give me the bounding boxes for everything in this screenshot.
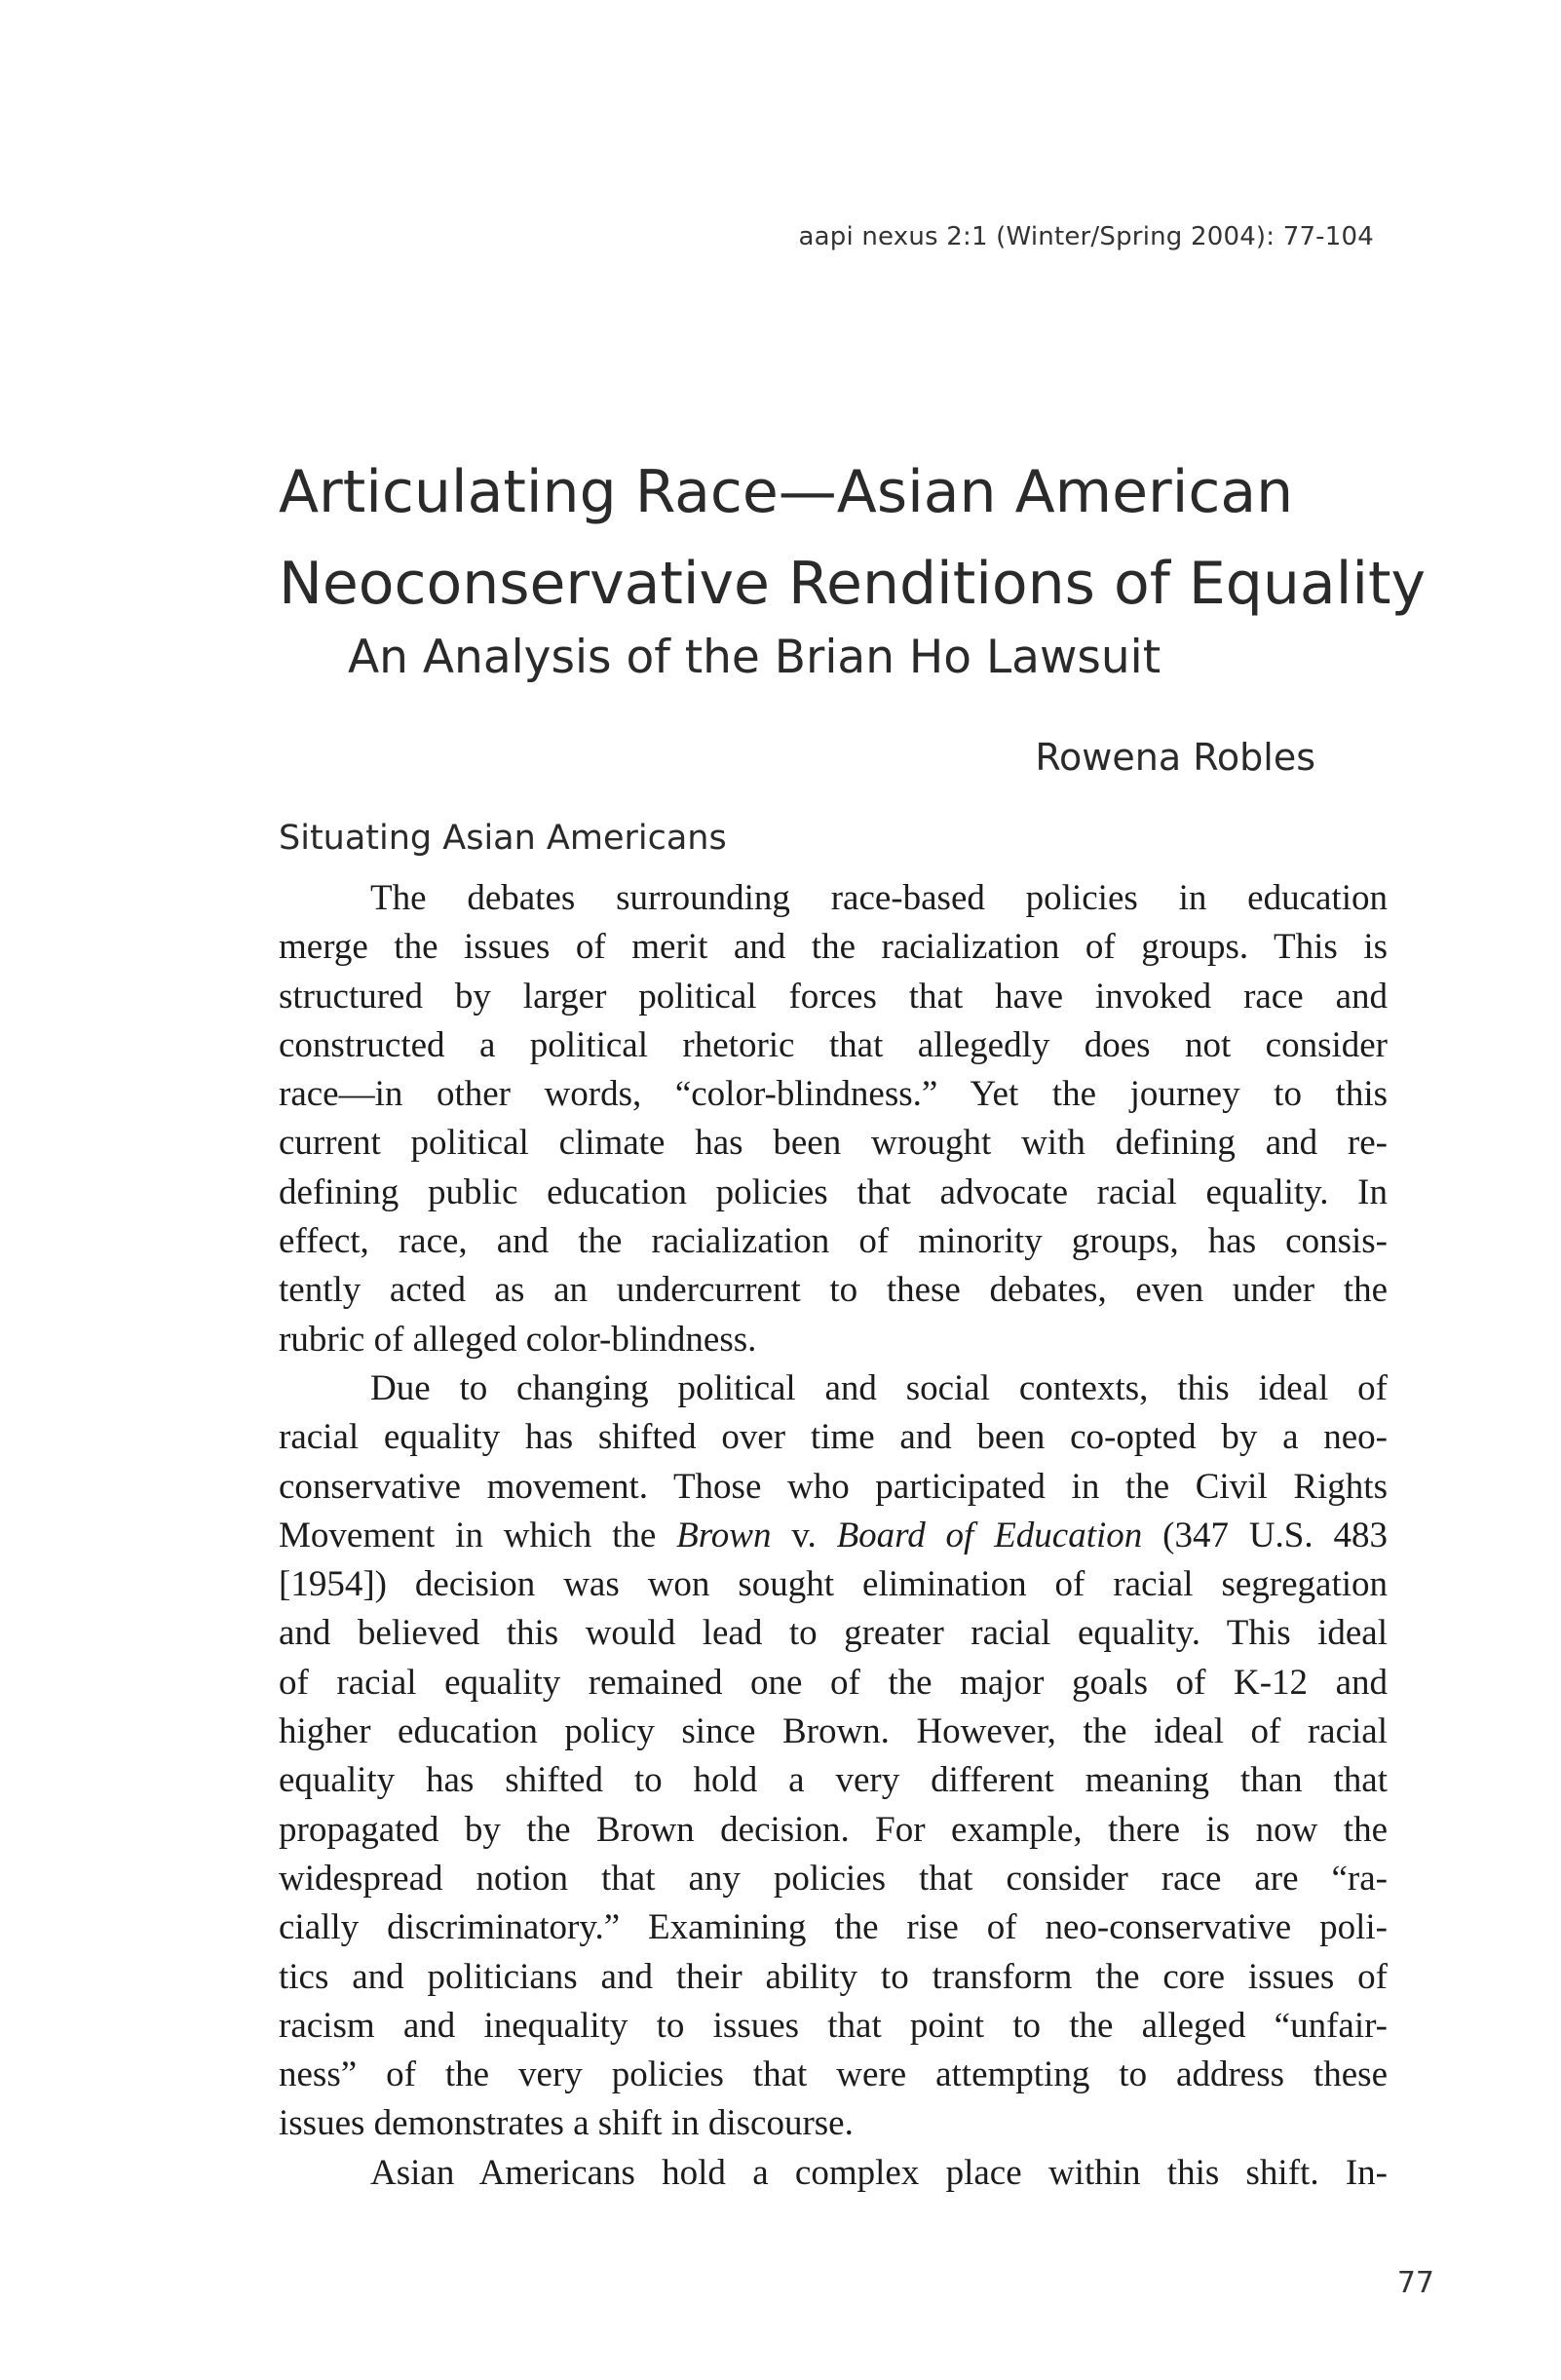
page-number: 77 bbox=[1396, 2266, 1434, 2300]
text-line: issues demonstrates a shift in discourse. bbox=[279, 2103, 854, 2144]
text-line: Due to changing political and social contexts, this ideal of bbox=[370, 1367, 1388, 1408]
text-line: propagated by the Brown decision. For example, there is now the bbox=[279, 1809, 1388, 1850]
text-line: merge the issues of merit and the racialization of groups. This is bbox=[279, 927, 1388, 968]
title-line: Neoconservative Renditions of Equality bbox=[279, 550, 1427, 618]
text-line: racial equality has shifted over time and been co-opted by a neo- bbox=[279, 1417, 1388, 1458]
text-line: of racial equality remained one of the major goals of K-12 and bbox=[279, 1662, 1388, 1703]
case-name-italic: Brown bbox=[676, 1515, 772, 1555]
body-text bbox=[279, 874, 1388, 2198]
text-line: race—in other words, “color-blindness.” Yet the journey to this bbox=[279, 1074, 1388, 1115]
text-line: constructed a political rhetoric that allegedly does not consider bbox=[279, 1024, 1388, 1065]
text-line: [1954]) decision was won sought elimination of racial segregation bbox=[279, 1564, 1388, 1605]
text-line: higher education policy since Brown. However, the ideal of racial bbox=[279, 1711, 1388, 1752]
text-line: tently acted as an undercurrent to these debates, even under the bbox=[279, 1270, 1388, 1311]
text-line: widespread notion that any policies that consider race are “ra- bbox=[279, 1858, 1388, 1899]
text-line: rubric of alleged color-blindness. bbox=[279, 1319, 757, 1360]
text-line: Movement in which the Brown v. Board of Education (347 U.S. 483 bbox=[279, 1515, 1388, 1555]
text-line: and believed this would lead to greater racial equality. This ideal bbox=[279, 1613, 1388, 1654]
text-line: equality has shifted to hold a very different meaning than that bbox=[279, 1760, 1388, 1801]
author-name: Rowena Robles bbox=[1035, 736, 1315, 779]
text-line: tics and politicians and their ability to transform the core issues of bbox=[279, 1956, 1388, 1997]
case-name-italic: Board of Education bbox=[836, 1515, 1143, 1555]
text-line: racism and inequality to issues that point to the alleged “unfair- bbox=[279, 2005, 1388, 2046]
text-line: The debates surrounding race-based policies in education bbox=[370, 878, 1388, 918]
paragraph bbox=[279, 2149, 1388, 2198]
text-line: current political climate has been wrought with defining and re- bbox=[279, 1123, 1388, 1164]
text-line: cially discriminatory.” Examining the rise of neo-conservative poli- bbox=[279, 1907, 1388, 1948]
text-line: conservative movement. Those who participated in the Civil Rights bbox=[279, 1466, 1388, 1507]
article-subtitle: An Analysis of the Brian Ho Lawsuit bbox=[348, 631, 1161, 684]
section-heading: Situating Asian Americans bbox=[279, 819, 727, 858]
article-title bbox=[279, 446, 1426, 630]
title-line: Articulating Race—Asian American bbox=[279, 458, 1294, 526]
text-line: ness” of the very policies that were attempting to address these bbox=[279, 2054, 1388, 2095]
paragraph bbox=[279, 874, 1388, 1364]
text-line: structured by larger political forces that have invoked race and bbox=[279, 976, 1388, 1017]
paragraph bbox=[279, 1364, 1388, 2149]
running-head: aapi nexus 2:1 (Winter/Spring 2004): 77-104 bbox=[798, 222, 1374, 251]
text-line: defining public education policies that advocate racial equality. In bbox=[279, 1171, 1388, 1212]
text-line: Asian Americans hold a complex place within this shift. In- bbox=[370, 2152, 1388, 2193]
text-line: effect, race, and the racialization of minority groups, has consis- bbox=[279, 1221, 1388, 1262]
